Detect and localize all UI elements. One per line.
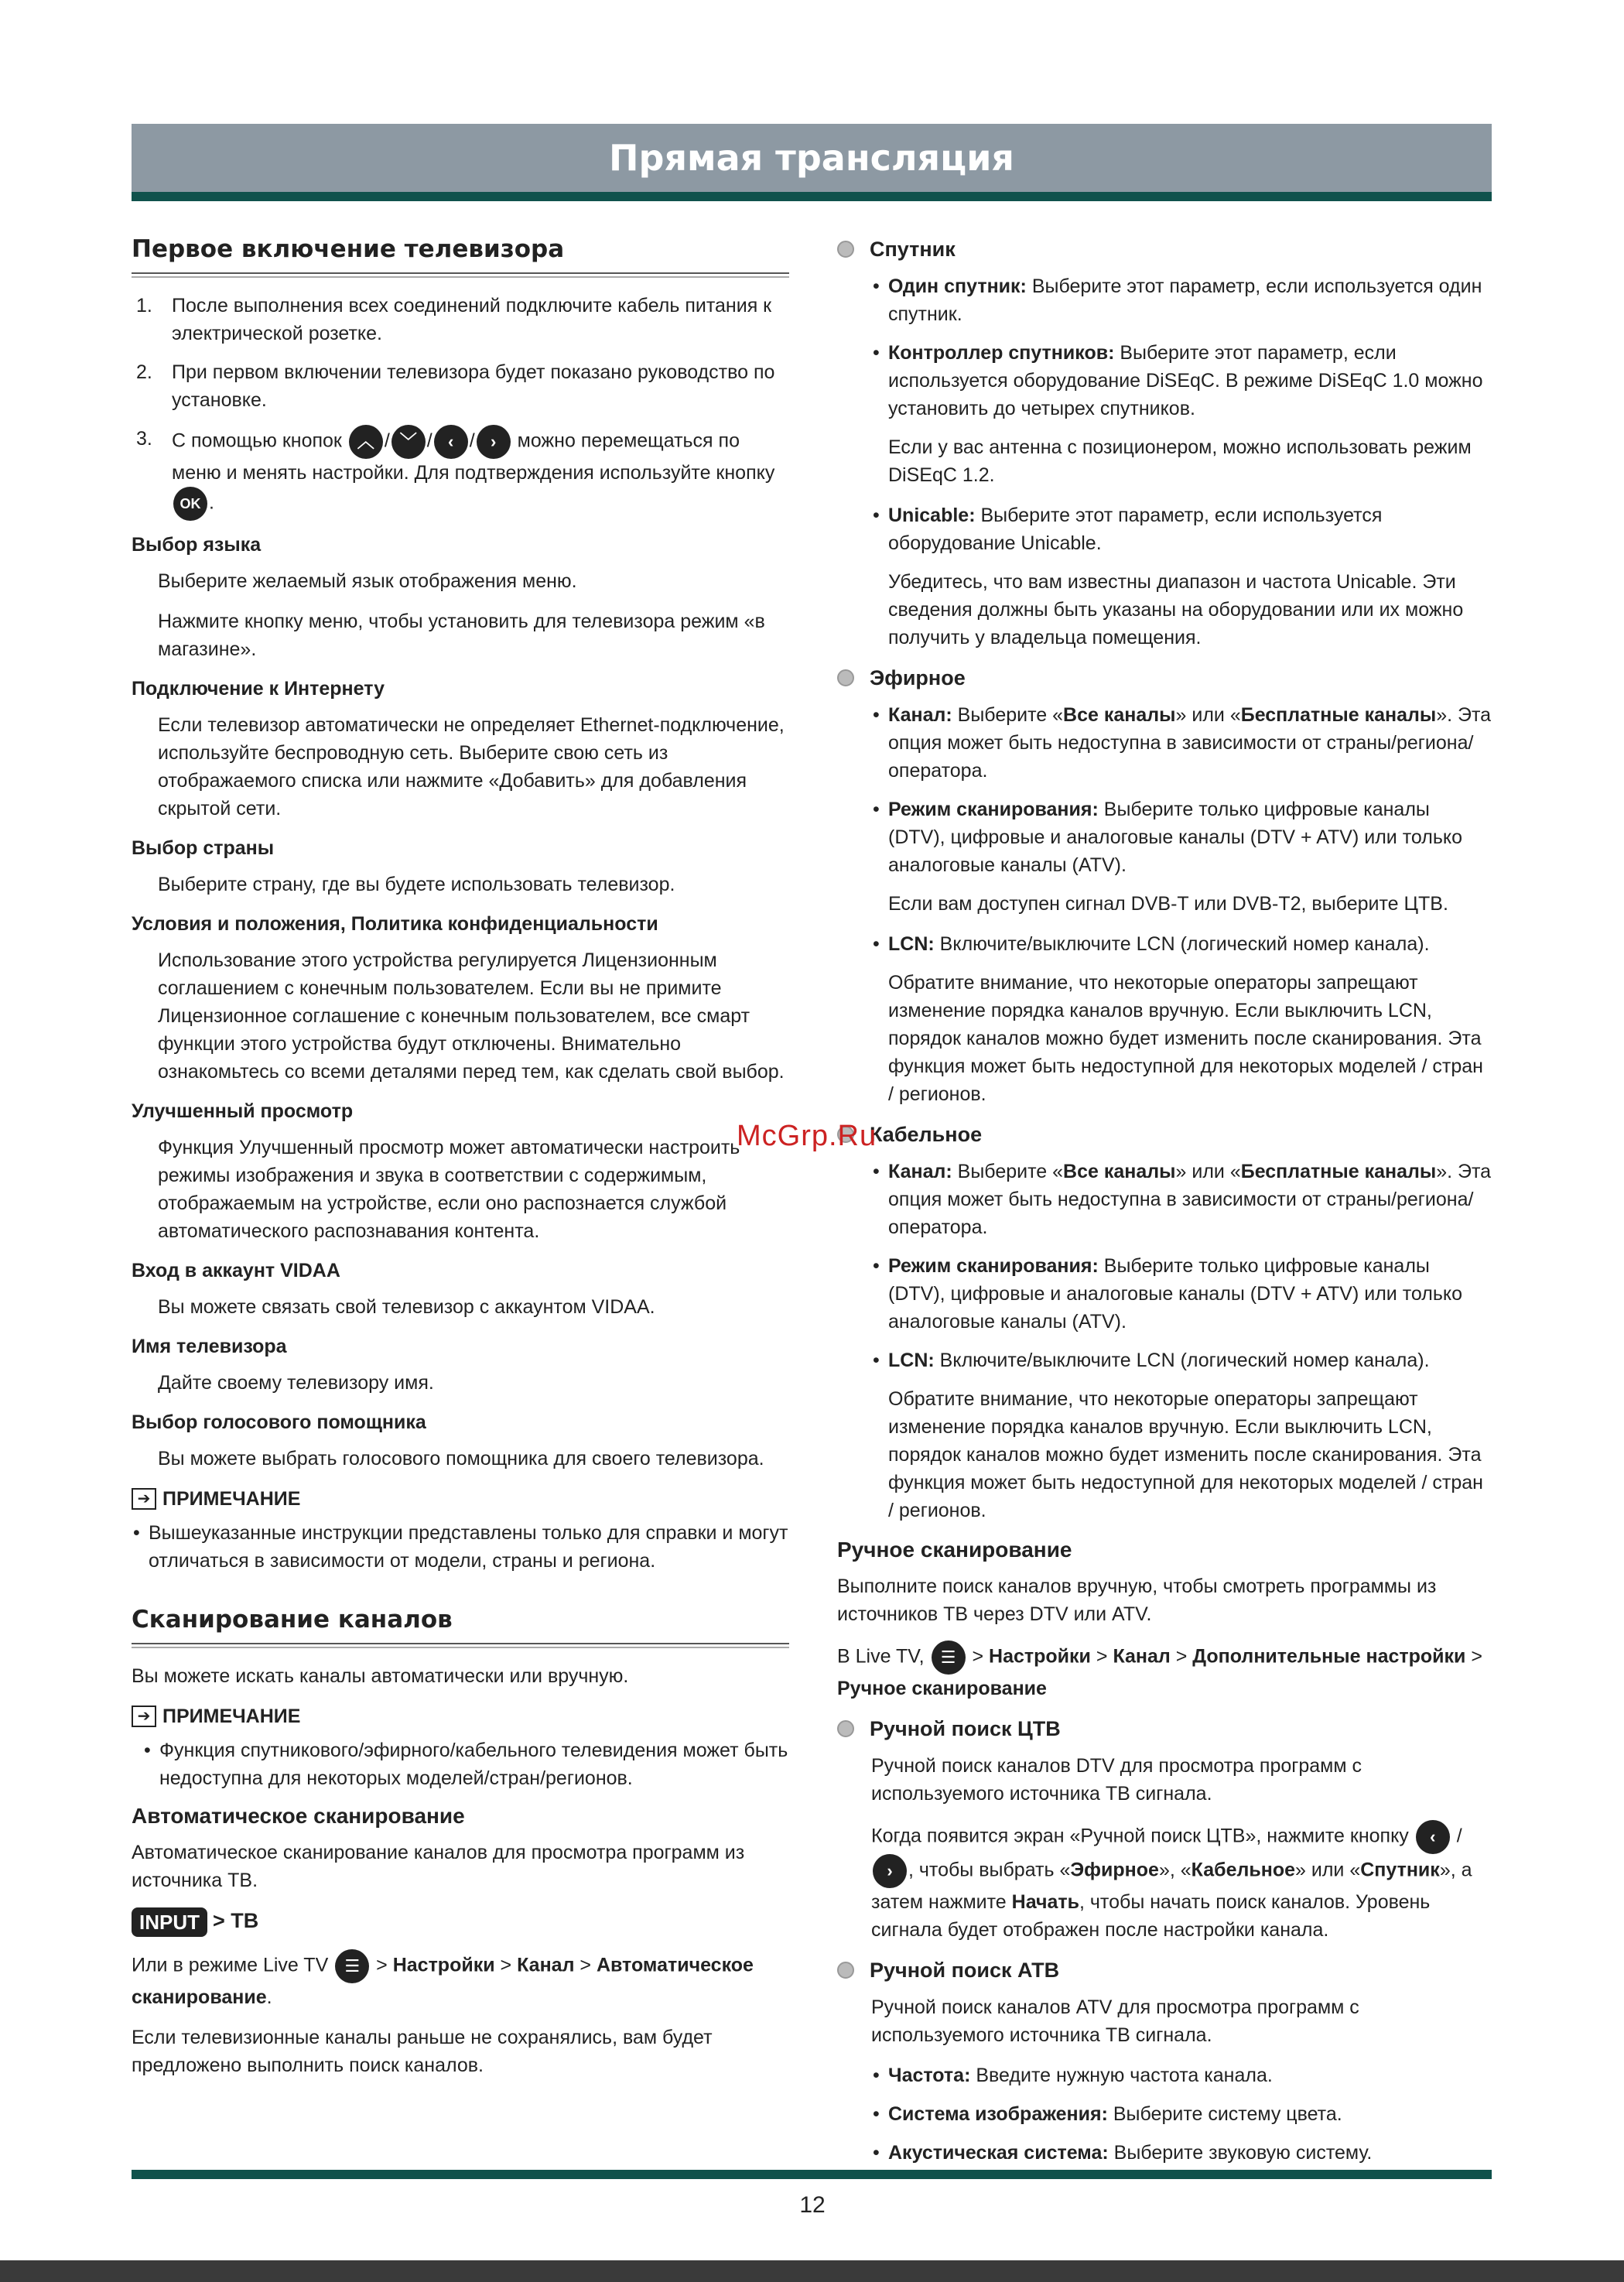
- vidaa-text: Вы можете связать свой телевизор с аккаунтом VIDAA.: [158, 1296, 655, 1318]
- auto-scan-final: Если телевизионные каналы раньше не сохранялись, вам будет предложено выполнить поиск каналов.: [132, 2027, 713, 2077]
- down-arrow-icon: ﹀: [391, 425, 426, 459]
- setup-steps: [132, 292, 789, 521]
- ok-button-icon: OK: [173, 487, 207, 521]
- step-text: При первом включении телевизора будет показано руководство по установке.: [172, 361, 775, 411]
- bullet-circle-icon: [837, 1720, 854, 1737]
- step-item: 2. При первом включении телевизора будет показано руководство по установке.: [136, 361, 775, 411]
- left-arrow-icon: ‹: [434, 425, 468, 459]
- note-item: • Вышеуказанные инструкции представлены только для справки и могут отличаться в зависимости от модели, страны и региона.: [132, 1519, 789, 1575]
- list-item: • Система изображения: Выберите систему цвета.: [871, 2100, 1492, 2128]
- net-title: Подключение к Интернету: [132, 678, 385, 700]
- right-arrow-icon: ›: [477, 425, 511, 459]
- cable-body: [837, 1158, 1492, 1524]
- terms-text: Использование этого устройства регулируется Лицензионным соглашением с конечным пользователем. Если вы не примите Лицензионное соглашение с конечным пользователем, все смарт функции этого устройства будут отключены. Внимательно ознакомьтесь со всеми деталями перед тем, как сделать свой выбор.: [158, 949, 785, 1083]
- right-arrow-icon: ›: [873, 1854, 907, 1888]
- manual-menu-path: В Live TV, ☰ > Настройки > Канал > Дополнительные настройки > Ручное сканирование: [837, 1641, 1492, 1702]
- list-item: • LCN: Включите/выключите LCN (логический номер канала).: [871, 930, 1492, 958]
- terms-title: Условия и положения, Политика конфиденциальности: [132, 913, 658, 935]
- bottom-strip: [0, 2260, 1624, 2282]
- manual-scan-title: Ручное сканирование: [837, 1538, 1072, 1562]
- bullet-circle-icon: [837, 669, 854, 686]
- net-text: Если телевизор автоматически не определяет Ethernet-подключение, используйте беспроводную сеть. Выберите свою сеть из отображаемого списка или нажмите «Добавить» для добавления скрытой сети.: [158, 714, 785, 819]
- list-item: • Режим сканирования: Выберите только цифровые каналы (DTV), цифровые и аналоговые каналы (DTV + ATV) или только аналоговые каналы (ATV).: [871, 795, 1492, 879]
- cable-heading: Кабельное: [837, 1120, 1492, 1148]
- input-path: INPUT > ТВ: [132, 1907, 789, 1937]
- step-text: С помощью кнопок: [172, 429, 342, 452]
- menu-icon: ☰: [932, 1641, 966, 1675]
- view-title: Улучшенный просмотр: [132, 1100, 354, 1122]
- list-item: • Частота: Введите нужную частота канала.: [871, 2061, 1492, 2089]
- air-mode-note: Если вам доступен сигнал DVB-T или DVB-T2, выберите ЦТВ.: [888, 893, 1448, 915]
- menu-path: Или в режиме Live TV ☰ > Настройки > Канал > Автоматическое сканирование.: [132, 1949, 789, 2011]
- step-item: 3. С помощью кнопок ︿ / ﹀ / ‹ / › можно перемещаться по меню и менять настройки. Для подтверждения используйте кнопку OK .: [132, 425, 789, 521]
- auto-scan-text: Автоматическое сканирование каналов для просмотра программ из источника ТВ.: [132, 1842, 745, 1891]
- footer-rule: [132, 2170, 1492, 2179]
- right-column: [837, 232, 1492, 2178]
- note-item: • Функция спутникового/эфирного/кабельного телевидения может быть недоступна для некоторых моделей/стран/регионов.: [142, 1736, 789, 1792]
- lang-text: Выберите желаемый язык отображения меню.: [158, 570, 577, 592]
- manual-scan-intro: Выполните поиск каналов вручную, чтобы смотреть программы из источников ТВ через DTV или ATV.: [837, 1576, 1437, 1625]
- note-heading: ➔ ПРИМЕЧАНИЕ: [132, 1702, 789, 1730]
- note-arrow-icon: ➔: [132, 1488, 156, 1510]
- country-title: Выбор страны: [132, 837, 275, 859]
- satellite-body: [837, 272, 1492, 652]
- up-arrow-icon: ︿: [349, 425, 383, 459]
- air-body: [837, 701, 1492, 1108]
- tv-name-title: Имя телевизора: [132, 1336, 287, 1357]
- note-list: [132, 1519, 789, 1575]
- note-list: [132, 1736, 789, 1792]
- country-text: Выберите страну, где вы будете использовать телевизор.: [158, 874, 675, 895]
- note-arrow-icon: ➔: [132, 1706, 156, 1727]
- atv-body: [837, 1993, 1492, 2049]
- voice-title: Выбор голосового помощника: [132, 1411, 426, 1433]
- header-rule: [132, 192, 1492, 201]
- list-item: • Режим сканирования: Выберите только цифровые каналы (DTV), цифровые и аналоговые каналы (DTV + ATV) или только аналоговые каналы (ATV).: [871, 1252, 1492, 1336]
- section-title-scan: Сканирование каналов: [132, 1606, 453, 1634]
- list-item: • Один спутник: Выберите этот параметр, если используется один спутник.: [871, 272, 1492, 328]
- section-rule: [132, 1643, 789, 1648]
- atv-text: Ручной поиск каналов ATV для просмотра программ с используемого источника ТВ сигнала.: [871, 1996, 1359, 2046]
- note-heading: ➔ ПРИМЕЧАНИЕ: [132, 1485, 789, 1513]
- atv-heading: Ручной поиск АТВ: [837, 1956, 1492, 1984]
- list-item: • Акустическая система: Выберите звуковую систему.: [871, 2139, 1492, 2167]
- step-item: 1. После выполнения всех соединений подключите кабель питания к электрической розетке.: [136, 295, 772, 344]
- air-lcn-note: Обратите внимание, что некоторые операторы запрещают изменение порядка каналов вручную. Если выключить LCN, порядок каналов можно будет изменить после сканирования. Эта функция может быть недоступной для некоторых моделей / стран / регионов.: [888, 972, 1483, 1105]
- list-item: • LCN: Включите/выключите LCN (логический номер канала).: [871, 1346, 1492, 1374]
- unicable-note: Убедитесь, что вам известны диапазон и частота Unicable. Эти сведения должны быть указаны на оборудовании или их можно получить у владельца помещения.: [888, 571, 1464, 648]
- step-text: После выполнения всех соединений подключите кабель питания к электрической розетке.: [172, 295, 772, 344]
- scan-intro: Вы можете искать каналы автоматически или вручную.: [132, 1665, 629, 1687]
- dtv-body: [837, 1752, 1492, 1944]
- page-title: Прямая трансляция: [132, 124, 1492, 192]
- list-item: • Канал: Выберите «Все каналы» или «Бесплатные каналы». Эта опция может быть недоступна в зависимости от страны/региона/оператора.: [871, 701, 1492, 785]
- left-column: [132, 232, 789, 2092]
- atv-options: [837, 2061, 1492, 2167]
- watermark: McGrp.Ru: [737, 1120, 877, 1152]
- left-arrow-icon: ‹: [1416, 1820, 1450, 1854]
- dtv-text-2: Когда появится экран «Ручной поиск ЦТВ», нажмите кнопку ‹ / › , чтобы выбрать «Эфирное», «Кабельное» или «Спутник», а затем нажмите Начать, чтобы начать поиск каналов. Уровень сигнала будет отображен после настройки канала.: [871, 1820, 1492, 1944]
- lang-title: Выбор языка: [132, 534, 262, 556]
- list-item: • Unicable: Выберите этот параметр, если используется оборудование Unicable.: [871, 501, 1492, 557]
- view-text: Функция Улучшенный просмотр может автоматически настроить режимы изображения и звука в соответствии с содержимым, отображаемым на устройстве, если оно распознается службой автоматического распознавания контента.: [158, 1137, 740, 1242]
- satellite-heading: Спутник: [837, 235, 1492, 263]
- lang-text-2: Нажмите кнопку меню, чтобы установить для телевизора режим «в магазине».: [158, 611, 765, 660]
- list-item: • Канал: Выберите «Все каналы» или «Бесплатные каналы». Эта опция может быть недоступна в зависимости от страны/региона/оператора.: [871, 1158, 1492, 1241]
- vidaa-title: Вход в аккаунт VIDAA: [132, 1260, 340, 1281]
- air-heading: Эфирное: [837, 664, 1492, 692]
- dtv-heading: Ручной поиск ЦТВ: [837, 1715, 1492, 1743]
- bullet-circle-icon: [837, 1962, 854, 1979]
- menu-icon: ☰: [335, 1949, 369, 1983]
- step-text: можно перемещаться по меню и менять настройки. Для подтверждения используйте кнопку: [172, 429, 775, 484]
- tv-name-text: Дайте своему телевизору имя.: [158, 1372, 434, 1394]
- bullet-circle-icon: [837, 241, 854, 258]
- input-button-icon: INPUT: [132, 1907, 207, 1937]
- section-rule: [132, 272, 789, 278]
- page-number: 12: [799, 2192, 826, 2218]
- section-title-first-on: Первое включение телевизора: [132, 235, 565, 263]
- cable-lcn-note: Обратите внимание, что некоторые операторы запрещают изменение порядка каналов вручную. Если выключить LCN, порядок каналов можно будет изменить после сканирования. Эта функция может быть недоступной для некоторых моделей / стран / регионов.: [888, 1388, 1483, 1521]
- list-item: • Контроллер спутников: Выберите этот параметр, если используется оборудование DiSEqC. В режиме DiSEqC 1.0 можно установить до четырех спутников.: [871, 339, 1492, 423]
- dtv-text: Ручной поиск каналов DTV для просмотра программ с используемого источника ТВ сигнала.: [871, 1755, 1362, 1805]
- voice-text: Вы можете выбрать голосового помощника для своего телевизора.: [158, 1448, 764, 1469]
- auto-scan-title: Автоматическое сканирование: [132, 1804, 465, 1828]
- satellite-note: Если у вас антенна с позиционером, можно использовать режим DiSEqC 1.2.: [888, 436, 1472, 486]
